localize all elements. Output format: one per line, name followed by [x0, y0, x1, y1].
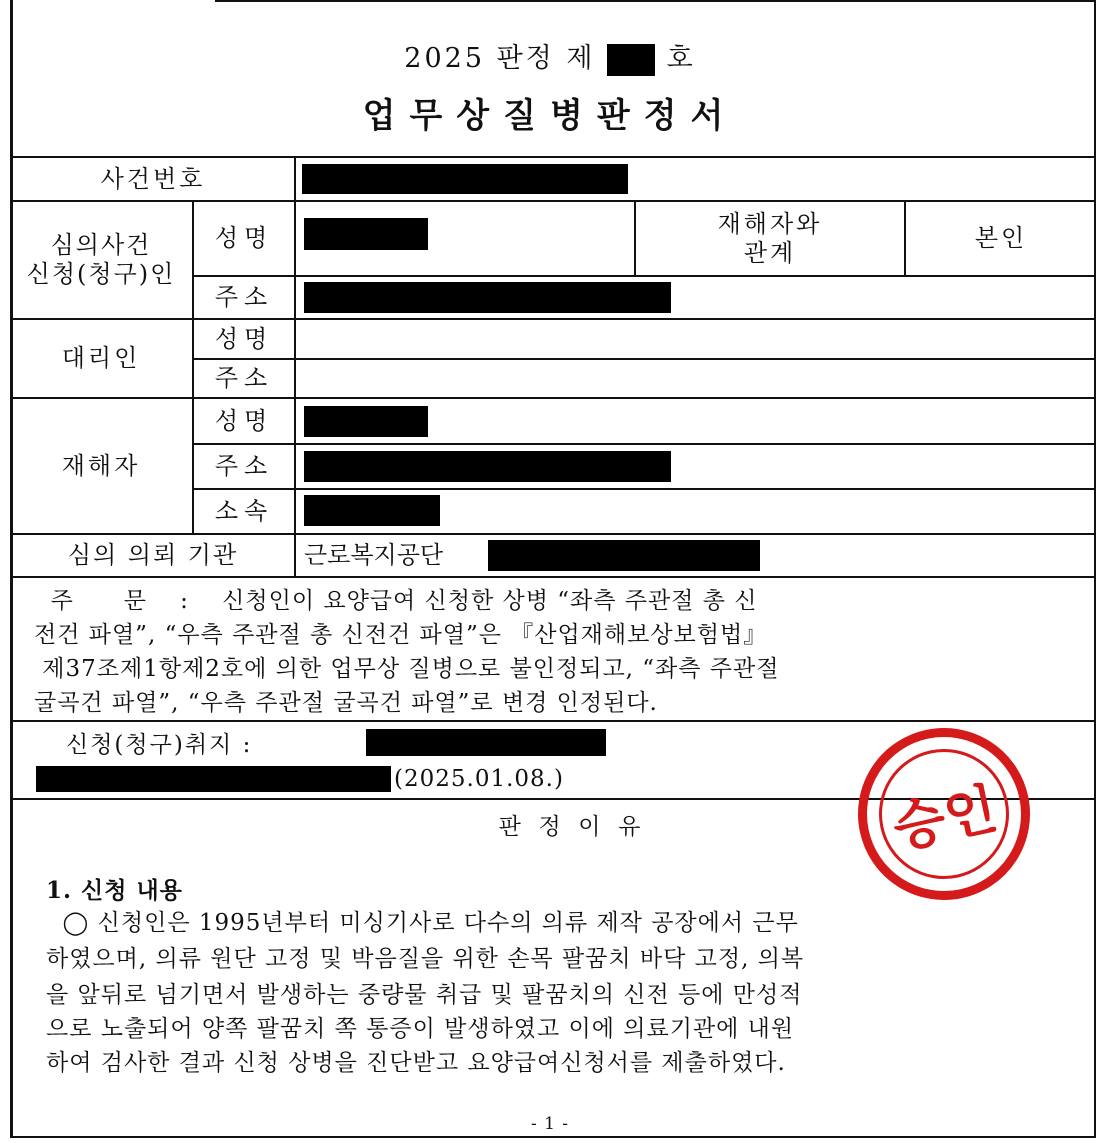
table-line	[193, 443, 1096, 445]
order-line-2: 전건 파열”, “우측 주관절 총 신전건 파열”은 『산업재해보상보험법』	[34, 622, 768, 648]
redacted-applicant-name	[304, 218, 428, 250]
redacted-agency-detail	[488, 540, 760, 571]
order-line-4: 굴곡건 파열”, “우측 주관절 굴곡건 파열”로 변경 인정된다.	[34, 690, 658, 716]
table-line	[193, 275, 1096, 277]
section-1-line-5: 하여 검사한 결과 신청 상병을 진단받고 요양급여신청서를 제출하였다.	[46, 1050, 786, 1076]
agent-address-label: 주소	[214, 364, 274, 393]
agent-label: 대리인	[61, 344, 141, 373]
agent-name-label: 성명	[214, 324, 274, 353]
redacted-worker-name	[304, 406, 428, 437]
worker-address-label: 주소	[214, 452, 274, 481]
approval-stamp-text: 승인	[887, 776, 1003, 860]
document-title: 업무상질병판정서	[362, 96, 738, 136]
agency-value: 근로복지공단	[304, 541, 444, 570]
approval-stamp-ring	[867, 737, 1021, 891]
top-border	[215, 0, 1095, 2]
table-line	[10, 576, 1096, 578]
applicant-name-label: 성명	[214, 224, 274, 253]
case-number-label: 사건번호	[100, 164, 206, 193]
agency-label: 심의 의뢰 기관	[67, 541, 239, 570]
redacted-worker-affiliation	[304, 495, 440, 526]
document-number	[0, 36, 1100, 76]
worker-label: 재해자	[61, 451, 141, 480]
document-number-suffix: 호	[666, 43, 696, 74]
order-line-3: 제37조제1항제2호에 의한 업무상 질병으로 불인정되고, “좌측 주관절	[34, 656, 780, 682]
applicant-address-label: 주소	[214, 283, 274, 312]
section-1-line-1: ◯ 신청인은 1995년부터 미싱기사로 다수의 의류 제작 공장에서 근무	[46, 910, 799, 936]
relation-value: 본인	[974, 224, 1028, 253]
worker-name-label: 성명	[214, 406, 274, 435]
section-1-heading: 1. 신청 내용	[46, 877, 183, 904]
document-number-prefix: 2025 판정 제	[404, 43, 596, 74]
section-1-line-3: 을 앞뒤로 넘기면서 발생하는 중량물 취급 및 팔꿈치의 신전 등에 만성적	[46, 982, 803, 1008]
purpose-date: (2025.01.08.)	[394, 766, 564, 792]
table-line	[193, 358, 1096, 360]
redacted-purpose-2	[36, 766, 391, 792]
redacted-worker-address	[304, 451, 671, 482]
relation-label: 재해자와 관계	[717, 209, 823, 267]
reason-heading: 판 정 이 유	[498, 814, 642, 840]
worker-affiliation-label: 소속	[214, 497, 274, 526]
table-line	[294, 156, 296, 576]
table-line	[10, 720, 1096, 722]
purpose-label: 신청(청구)취지 :	[66, 732, 253, 758]
redacted-case-number	[302, 164, 628, 194]
table-line	[193, 488, 1096, 490]
section-1-line-4: 으로 노출되어 양쪽 팔꿈치 쪽 통증이 발생하였고 이에 의료기관에 내원	[46, 1016, 795, 1042]
page-number: - 1 -	[530, 1114, 570, 1134]
redacted-purpose-1	[366, 729, 606, 756]
order-line-1: 주 문 : 신청인이 요양급여 신청한 상병 “좌측 주관절 총 신	[34, 588, 758, 614]
applicant-label: 심의사건 신청(청구)인	[26, 231, 176, 288]
redacted-document-number	[607, 44, 655, 76]
section-1-line-2: 하였으며, 의류 원단 고정 및 박음질을 위한 손목 팔꿈치 바닥 고정, 의복	[46, 946, 805, 972]
redacted-applicant-address	[304, 282, 671, 313]
